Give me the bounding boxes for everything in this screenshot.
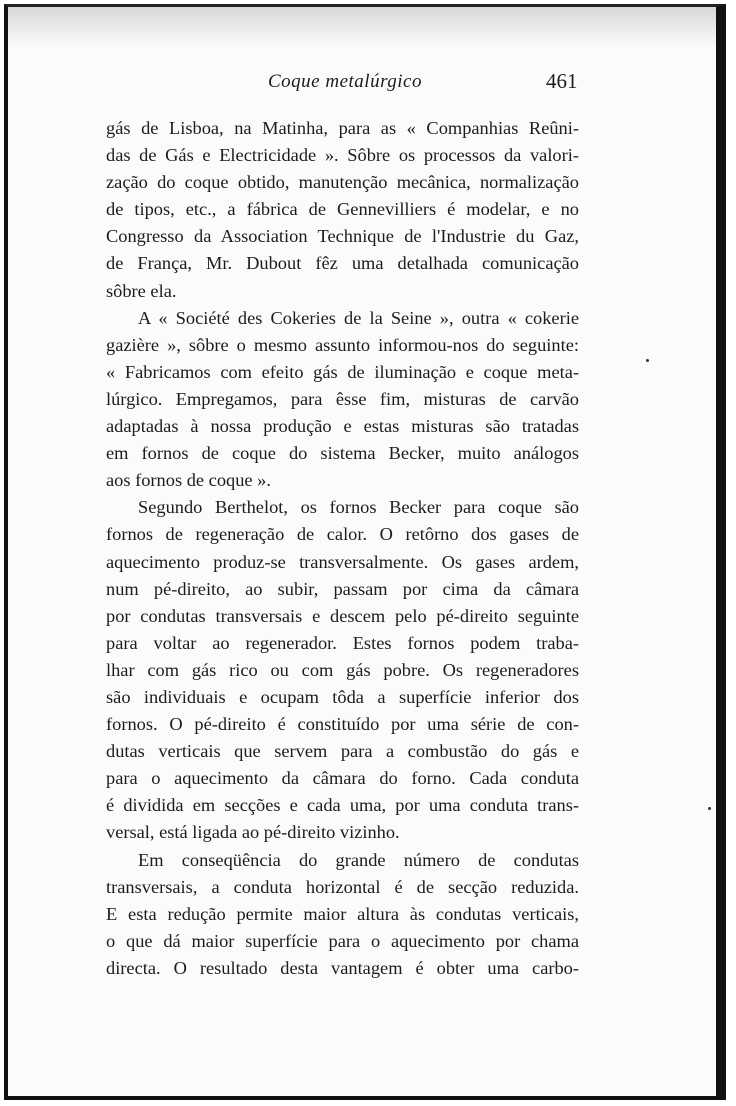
text-line: directa. O resultado desta vantagem é obter uma carbo-: [106, 957, 579, 978]
running-title: Coque metalúrgico: [268, 71, 422, 92]
text-line: aos fornos de coque ».: [106, 470, 271, 491]
text-line: gazière », sôbre o mesmo assunto informou-nos do seguinte:: [106, 334, 579, 355]
paragraph-3: [106, 494, 579, 846]
text-line: versal, está ligada ao pé-direito vizinho.: [106, 822, 400, 843]
text-line: fornos. O pé-direito é constituído por uma série de con-: [106, 714, 579, 735]
body-text: [106, 115, 579, 982]
text-line: para voltar ao regenerador. Estes fornos podem traba-: [106, 632, 579, 653]
paragraph-4: [106, 847, 579, 982]
scan-shading: [8, 7, 716, 47]
text-line: são individuais e ocupam tôda a superfície inferior dos: [106, 686, 579, 707]
text-line: Em conseqüência do grande número de condutas: [138, 849, 579, 870]
text-line: adaptadas à nossa produção e estas misturas são tratadas: [106, 416, 579, 437]
text-line: sôbre ela.: [106, 280, 177, 301]
text-line: aquecimento produz-se transversalmente. Os gases ardem,: [106, 551, 579, 572]
text-line: em fornos de coque do sistema Becker, muito análogos: [106, 443, 579, 464]
text-line: lúrgico. Empregamos, para êsse fim, misturas de carvão: [106, 388, 579, 409]
text-line: de França, Mr. Dubout fêz uma detalhada comunicação: [106, 253, 579, 274]
text-line: por condutas transversais e descem pelo pé-direito seguinte: [106, 605, 579, 626]
text-line: Segundo Berthelot, os fornos Becker para coque são: [138, 497, 579, 518]
text-line: gás de Lisboa, na Matinha, para as « Companhias Reûni-: [106, 118, 579, 138]
text-line: A « Société des Cokeries de la Seine », outra « cokerie: [138, 307, 579, 328]
page-header: [8, 69, 716, 99]
text-line: é dividida em secções e cada uma, por uma conduta trans-: [106, 795, 579, 816]
text-line: zação do coque obtido, manutenção mecânica, normalização: [106, 172, 579, 193]
text-line: « Fabricamos com efeito gás de iluminação e coque meta-: [106, 361, 579, 382]
text-line: E esta redução permite maior altura às condutas verticais,: [106, 903, 579, 924]
book-page: [4, 4, 726, 1100]
text-line: fornos de regeneração de calor. O retôrno dos gases de: [106, 524, 579, 545]
text-line: num pé-direito, ao subir, passam por cima da câmara: [106, 578, 579, 599]
text-line: de tipos, etc., a fábrica de Gennevilliers é modelar, e no: [106, 199, 579, 220]
scan-speck: [708, 807, 711, 810]
text-line: Congresso da Association Technique de l'Industrie du Gaz,: [106, 226, 579, 247]
text-line: lhar com gás rico ou com gás pobre. Os regeneradores: [106, 659, 579, 680]
page-number: 461: [546, 69, 578, 93]
text-line: para o aquecimento da câmara do forno. Cada conduta: [106, 768, 579, 789]
scan-speck: [646, 359, 649, 362]
text-line: dutas verticais que servem para a combustão do gás e: [106, 741, 579, 762]
text-line: das de Gás e Electricidade ». Sôbre os processos da valori-: [106, 145, 579, 166]
text-line: transversais, a conduta horizontal é de secção reduzida.: [106, 876, 579, 897]
paragraph-2: [106, 305, 579, 495]
paragraph-1: [106, 115, 579, 305]
text-line: o que dá maior superfície para o aquecimento por chama: [106, 930, 579, 951]
